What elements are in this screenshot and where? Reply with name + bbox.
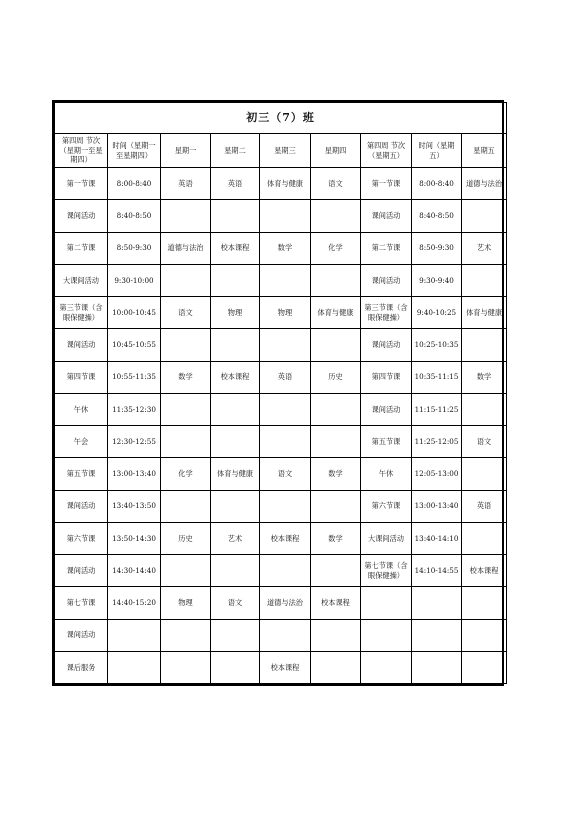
- friday-time-cell: 12:05-13:00: [412, 458, 462, 490]
- friday-period-cell: 大课间活动: [361, 522, 412, 554]
- friday-time-cell: [412, 651, 462, 683]
- wednesday-cell: 校本课程: [260, 522, 311, 554]
- time-cell: 10:55-11:35: [108, 361, 161, 393]
- friday-period-cell: 第六节课: [361, 490, 412, 522]
- friday-period-cell: 第五节课: [361, 426, 412, 458]
- friday-period-cell: 课间活动: [361, 393, 412, 425]
- friday-cell: 英语: [462, 490, 507, 522]
- friday-period-cell: 第三节课（含眼保健操）: [361, 297, 412, 329]
- thursday-cell: [311, 329, 361, 361]
- table-row: [55, 200, 507, 232]
- wednesday-cell: 数学: [260, 232, 311, 264]
- friday-period-cell: 课间活动: [361, 264, 412, 296]
- tuesday-cell: [211, 393, 260, 425]
- friday-period-cell: 第二节课: [361, 232, 412, 264]
- tuesday-cell: 英语: [211, 168, 260, 200]
- friday-period-cell: 第一节课: [361, 168, 412, 200]
- tuesday-cell: [211, 200, 260, 232]
- monday-cell: 道德与法治: [161, 232, 211, 264]
- friday-cell: 语文: [462, 426, 507, 458]
- time-cell: 10:00-10:45: [108, 297, 161, 329]
- friday-time-cell: 8:00-8:40: [412, 168, 462, 200]
- monday-cell: 英语: [161, 168, 211, 200]
- tuesday-cell: 语文: [211, 587, 260, 619]
- thursday-cell: [311, 490, 361, 522]
- period-cell: 课间活动: [55, 329, 108, 361]
- table-row: [55, 587, 507, 619]
- tuesday-cell: [211, 426, 260, 458]
- friday-period-cell: 午休: [361, 458, 412, 490]
- friday-cell: [462, 264, 507, 296]
- time-cell: 8:40-8:50: [108, 200, 161, 232]
- timetable: [54, 102, 507, 684]
- table-row: [55, 490, 507, 522]
- table-row: [55, 232, 507, 264]
- wednesday-cell: [260, 490, 311, 522]
- header-row: [55, 134, 507, 168]
- friday-period-cell: 课间活动: [361, 329, 412, 361]
- period-cell: 课间活动: [55, 200, 108, 232]
- monday-cell: [161, 393, 211, 425]
- friday-cell: 道德与法治: [462, 168, 507, 200]
- thursday-cell: [311, 264, 361, 296]
- table-row: [55, 651, 507, 683]
- friday-time-cell: 14:10-14:55: [412, 555, 462, 587]
- friday-cell: [462, 651, 507, 683]
- column-header: 第四周 节次（星期五）: [361, 134, 412, 168]
- wednesday-cell: [260, 619, 311, 651]
- thursday-cell: [311, 651, 361, 683]
- timetable-body: [55, 168, 507, 684]
- column-header: 星期五: [462, 134, 507, 168]
- table-row: [55, 555, 507, 587]
- friday-period-cell: [361, 619, 412, 651]
- wednesday-cell: [260, 426, 311, 458]
- timetable-frame: [52, 100, 504, 686]
- period-cell: 第四节课: [55, 361, 108, 393]
- monday-cell: [161, 555, 211, 587]
- friday-cell: [462, 587, 507, 619]
- wednesday-cell: [260, 555, 311, 587]
- tuesday-cell: [211, 264, 260, 296]
- time-cell: 11:35-12:30: [108, 393, 161, 425]
- friday-cell: [462, 619, 507, 651]
- friday-time-cell: [412, 587, 462, 619]
- table-row: [55, 522, 507, 554]
- thursday-cell: [311, 426, 361, 458]
- friday-period-cell: 课间活动: [361, 200, 412, 232]
- time-cell: 13:50-14:30: [108, 522, 161, 554]
- period-cell: 课间活动: [55, 490, 108, 522]
- wednesday-cell: [260, 200, 311, 232]
- table-row: [55, 297, 507, 329]
- friday-time-cell: 8:50-9:30: [412, 232, 462, 264]
- friday-time-cell: 10:35-11:15: [412, 361, 462, 393]
- period-cell: 大课间活动: [55, 264, 108, 296]
- friday-cell: 数学: [462, 361, 507, 393]
- tuesday-cell: [211, 651, 260, 683]
- wednesday-cell: [260, 329, 311, 361]
- monday-cell: [161, 264, 211, 296]
- monday-cell: 数学: [161, 361, 211, 393]
- period-cell: 午休: [55, 393, 108, 425]
- period-cell: 第七节课: [55, 587, 108, 619]
- friday-time-cell: [412, 619, 462, 651]
- table-row: [55, 168, 507, 200]
- table-row: [55, 361, 507, 393]
- monday-cell: [161, 490, 211, 522]
- friday-cell: [462, 458, 507, 490]
- friday-cell: 艺术: [462, 232, 507, 264]
- period-cell: 第三节课（含眼保健操）: [55, 297, 108, 329]
- thursday-cell: [311, 555, 361, 587]
- column-header: 时间（星期一至星期四）: [108, 134, 161, 168]
- time-cell: 13:40-13:50: [108, 490, 161, 522]
- tuesday-cell: 校本课程: [211, 361, 260, 393]
- friday-cell: 体育与健康: [462, 297, 507, 329]
- column-header: 时间（星期五）: [412, 134, 462, 168]
- tuesday-cell: [211, 490, 260, 522]
- friday-time-cell: 13:00-13:40: [412, 490, 462, 522]
- thursday-cell: 校本课程: [311, 587, 361, 619]
- monday-cell: 语文: [161, 297, 211, 329]
- period-cell: 课间活动: [55, 619, 108, 651]
- thursday-cell: 化学: [311, 232, 361, 264]
- wednesday-cell: 英语: [260, 361, 311, 393]
- table-row: [55, 426, 507, 458]
- thursday-cell: 数学: [311, 458, 361, 490]
- table-row: [55, 619, 507, 651]
- tuesday-cell: 艺术: [211, 522, 260, 554]
- friday-cell: [462, 393, 507, 425]
- monday-cell: [161, 426, 211, 458]
- wednesday-cell: 道德与法治: [260, 587, 311, 619]
- time-cell: 14:30-14:40: [108, 555, 161, 587]
- friday-time-cell: 13:40-14:10: [412, 522, 462, 554]
- time-cell: 10:45-10:55: [108, 329, 161, 361]
- tuesday-cell: 物理: [211, 297, 260, 329]
- friday-time-cell: 8:40-8:50: [412, 200, 462, 232]
- friday-time-cell: 11:15-11:25: [412, 393, 462, 425]
- friday-cell: [462, 522, 507, 554]
- period-cell: 第二节课: [55, 232, 108, 264]
- friday-time-cell: 9:30-9:40: [412, 264, 462, 296]
- thursday-cell: 语文: [311, 168, 361, 200]
- column-header: 星期三: [260, 134, 311, 168]
- wednesday-cell: 体育与健康: [260, 168, 311, 200]
- thursday-cell: [311, 393, 361, 425]
- period-cell: 第五节课: [55, 458, 108, 490]
- monday-cell: [161, 619, 211, 651]
- tuesday-cell: [211, 329, 260, 361]
- table-row: [55, 393, 507, 425]
- thursday-cell: [311, 200, 361, 232]
- friday-period-cell: 第四节课: [361, 361, 412, 393]
- column-header: 第四周 节次（星期一至星期四）: [55, 134, 108, 168]
- time-cell: 8:00-8:40: [108, 168, 161, 200]
- monday-cell: [161, 651, 211, 683]
- monday-cell: [161, 200, 211, 232]
- time-cell: 12:30-12:55: [108, 426, 161, 458]
- time-cell: 9:30-10:00: [108, 264, 161, 296]
- monday-cell: 物理: [161, 587, 211, 619]
- friday-cell: 校本课程: [462, 555, 507, 587]
- thursday-cell: 体育与健康: [311, 297, 361, 329]
- time-cell: 14:40-15:20: [108, 587, 161, 619]
- column-header: 星期二: [211, 134, 260, 168]
- monday-cell: 历史: [161, 522, 211, 554]
- tuesday-cell: 体育与健康: [211, 458, 260, 490]
- friday-cell: [462, 200, 507, 232]
- period-cell: 午会: [55, 426, 108, 458]
- wednesday-cell: [260, 393, 311, 425]
- period-cell: 第一节课: [55, 168, 108, 200]
- tuesday-cell: [211, 619, 260, 651]
- monday-cell: 化学: [161, 458, 211, 490]
- monday-cell: [161, 329, 211, 361]
- table-row: [55, 458, 507, 490]
- wednesday-cell: 语文: [260, 458, 311, 490]
- wednesday-cell: [260, 264, 311, 296]
- table-row: [55, 329, 507, 361]
- time-cell: [108, 619, 161, 651]
- time-cell: 8:50-9:30: [108, 232, 161, 264]
- thursday-cell: 历史: [311, 361, 361, 393]
- tuesday-cell: [211, 555, 260, 587]
- friday-time-cell: 10:25-10:35: [412, 329, 462, 361]
- period-cell: 课间活动: [55, 555, 108, 587]
- time-cell: [108, 651, 161, 683]
- table-row: [55, 264, 507, 296]
- friday-period-cell: 第七节课（含眼保健操）: [361, 555, 412, 587]
- friday-period-cell: [361, 651, 412, 683]
- title-row: [55, 103, 507, 134]
- period-cell: 第六节课: [55, 522, 108, 554]
- friday-time-cell: 11:25-12:05: [412, 426, 462, 458]
- column-header: 星期四: [311, 134, 361, 168]
- column-header: 星期一: [161, 134, 211, 168]
- time-cell: 13:00-13:40: [108, 458, 161, 490]
- wednesday-cell: 校本课程: [260, 651, 311, 683]
- wednesday-cell: 物理: [260, 297, 311, 329]
- friday-cell: [462, 329, 507, 361]
- table-title: 初三（7）班: [55, 103, 507, 134]
- friday-period-cell: [361, 587, 412, 619]
- period-cell: 课后服务: [55, 651, 108, 683]
- thursday-cell: [311, 619, 361, 651]
- thursday-cell: 数学: [311, 522, 361, 554]
- friday-time-cell: 9:40-10:25: [412, 297, 462, 329]
- tuesday-cell: 校本课程: [211, 232, 260, 264]
